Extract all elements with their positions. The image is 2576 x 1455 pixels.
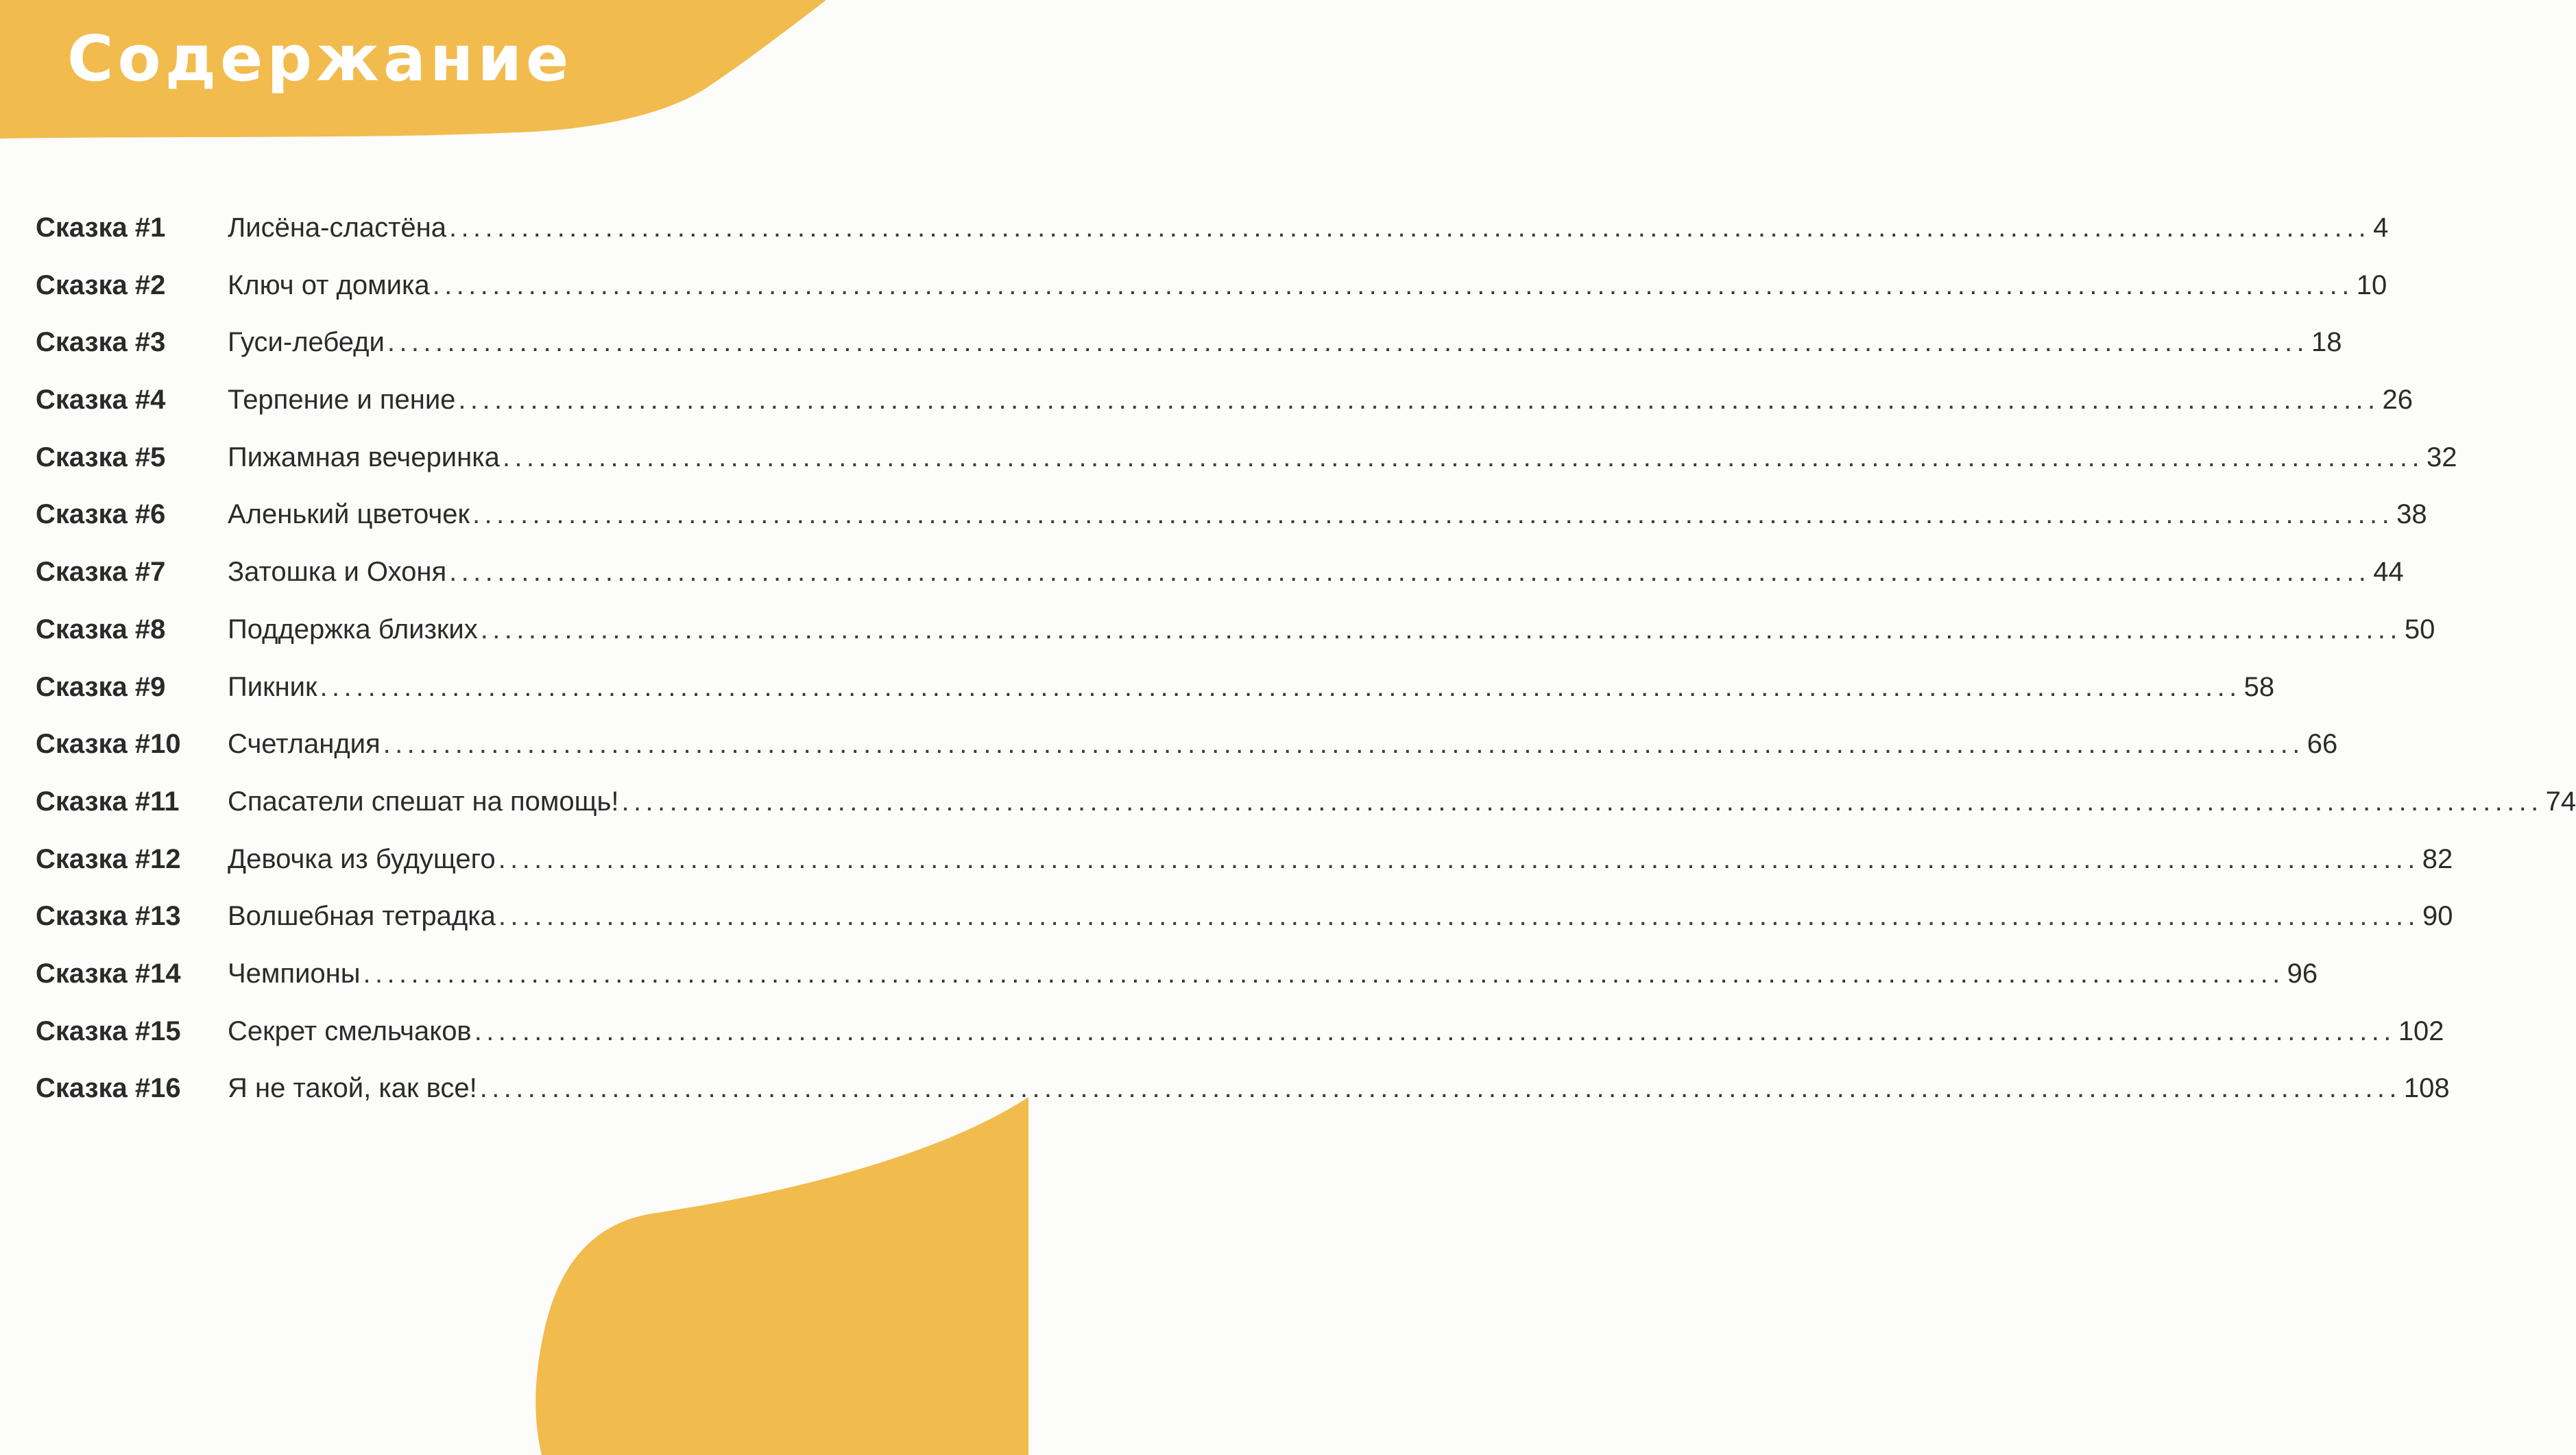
dot-leader: ................................................................................................................................................................ bbox=[387, 327, 2309, 358]
toc-entry-title: Гуси-лебеди bbox=[228, 327, 385, 358]
toc-entry-title: Пикник bbox=[228, 671, 317, 702]
toc-entry bbox=[36, 1065, 2450, 1122]
toc-entry-title: Аленький цветочек bbox=[228, 499, 470, 530]
dot-leader: ................................................................................................................................................................ bbox=[448, 213, 2371, 243]
toc-entry-title: Девочка из будущего bbox=[228, 843, 496, 874]
toc-entry-label: Сказка #4 bbox=[36, 385, 166, 416]
toc-entry-label: Сказка #11 bbox=[36, 786, 180, 817]
toc-entry bbox=[36, 491, 2427, 549]
toc-entry-label: Сказка #14 bbox=[36, 958, 181, 989]
toc-entry-label: Сказка #15 bbox=[36, 1015, 181, 1046]
toc-entry-label: Сказка #12 bbox=[36, 843, 181, 874]
toc-entry bbox=[36, 434, 2457, 492]
toc-entry-title: Терпение и пение bbox=[228, 385, 456, 416]
toc-entry bbox=[36, 893, 2453, 950]
toc-entry-title: Поддержка близких bbox=[228, 614, 478, 645]
toc-entry-title: Пижамная вечеринка bbox=[228, 442, 500, 472]
toc-entry-title: Я не такой, как все! bbox=[228, 1073, 477, 1104]
dot-leader: ................................................................................................................................................................ bbox=[621, 786, 2543, 817]
toc-entry-page: 90 bbox=[2422, 901, 2453, 932]
toc-entry-label: Сказка #2 bbox=[36, 269, 166, 300]
toc-entry bbox=[36, 721, 2338, 778]
toc-entry bbox=[36, 664, 2275, 721]
toc-entry bbox=[36, 950, 2318, 1008]
toc-entry-page: 10 bbox=[2356, 269, 2387, 300]
dot-leader: ................................................................................................................................................................ bbox=[472, 499, 2394, 530]
toc-entry-label: Сказка #10 bbox=[36, 729, 181, 760]
toc-entry-title: Счетландия bbox=[228, 729, 381, 760]
toc-entry-title: Ключ от домика bbox=[228, 269, 430, 300]
toc-entry-title: Лисёна-сластёна bbox=[228, 213, 446, 243]
toc-entry-page: 18 bbox=[2311, 327, 2342, 358]
dot-leader: ................................................................................................................................................................ bbox=[383, 729, 2304, 760]
toc-entry-label: Сказка #6 bbox=[36, 499, 166, 530]
dot-leader: ................................................................................................................................................................ bbox=[432, 269, 2354, 300]
toc-entry-title: Волшебная тетрадка bbox=[228, 901, 496, 932]
toc-entry-title: Затошка и Охоня bbox=[228, 557, 447, 588]
toc-entry-page: 26 bbox=[2382, 385, 2414, 416]
dot-leader: ................................................................................................................................................................ bbox=[480, 614, 2402, 645]
toc-entry-title: Чемпионы bbox=[228, 958, 361, 989]
toc-entry-label: Сказка #8 bbox=[36, 614, 166, 645]
dot-leader: ................................................................................................................................................................ bbox=[474, 1015, 2396, 1046]
dot-leader: ................................................................................................................................................................ bbox=[449, 557, 2371, 588]
toc-entry bbox=[36, 1008, 2444, 1066]
toc-entry-page: 102 bbox=[2398, 1015, 2444, 1046]
toc-entry-label: Сказка #13 bbox=[36, 901, 181, 932]
page-title: Содержание bbox=[67, 22, 573, 95]
toc-entry bbox=[36, 549, 2404, 606]
toc-entry-page: 74 bbox=[2545, 786, 2576, 817]
toc-entry bbox=[36, 319, 2342, 376]
toc-entry bbox=[36, 778, 2576, 836]
toc-entry bbox=[36, 204, 2389, 262]
toc-entry-page: 58 bbox=[2243, 671, 2275, 702]
bottom-blob bbox=[535, 1097, 1028, 1455]
toc-entry-label: Сказка #7 bbox=[36, 557, 166, 588]
toc-entry bbox=[36, 262, 2387, 320]
toc-entry-page: 44 bbox=[2373, 557, 2404, 588]
dot-leader: ................................................................................................................................................................ bbox=[502, 442, 2424, 472]
toc-entry bbox=[36, 376, 2414, 434]
toc-entry-page: 50 bbox=[2404, 614, 2435, 645]
toc-entry-page: 108 bbox=[2403, 1073, 2450, 1104]
dot-leader: ................................................................................................................................................................ bbox=[498, 843, 2420, 874]
toc-entry-page: 66 bbox=[2307, 729, 2338, 760]
dot-leader: ................................................................................................................................................................ bbox=[498, 901, 2420, 932]
dot-leader: ................................................................................................................................................................ bbox=[479, 1073, 2401, 1104]
toc-entry-label: Сказка #5 bbox=[36, 442, 166, 472]
toc-entry-label: Сказка #3 bbox=[36, 327, 166, 358]
toc-entry-label: Сказка #16 bbox=[36, 1073, 181, 1104]
toc-entry-page: 32 bbox=[2426, 442, 2457, 472]
toc-entry-label: Сказка #1 bbox=[36, 213, 166, 243]
dot-leader: ................................................................................................................................................................ bbox=[363, 958, 2285, 989]
toc-entry-page: 4 bbox=[2373, 213, 2389, 243]
dot-leader: ................................................................................................................................................................ bbox=[320, 671, 2241, 702]
toc-entry-label: Сказка #9 bbox=[36, 671, 166, 702]
dot-leader: ................................................................................................................................................................ bbox=[458, 385, 2380, 416]
toc-entry bbox=[36, 606, 2435, 664]
toc-entry-title: Спасатели спешат на помощь! bbox=[228, 786, 619, 817]
toc-entry-page: 38 bbox=[2396, 499, 2427, 530]
toc-entry-page: 82 bbox=[2422, 843, 2453, 874]
toc-entry-page: 96 bbox=[2287, 958, 2318, 989]
table-of-contents bbox=[36, 204, 2576, 1122]
toc-entry bbox=[36, 836, 2453, 893]
toc-entry-title: Секрет смельчаков bbox=[228, 1015, 472, 1046]
